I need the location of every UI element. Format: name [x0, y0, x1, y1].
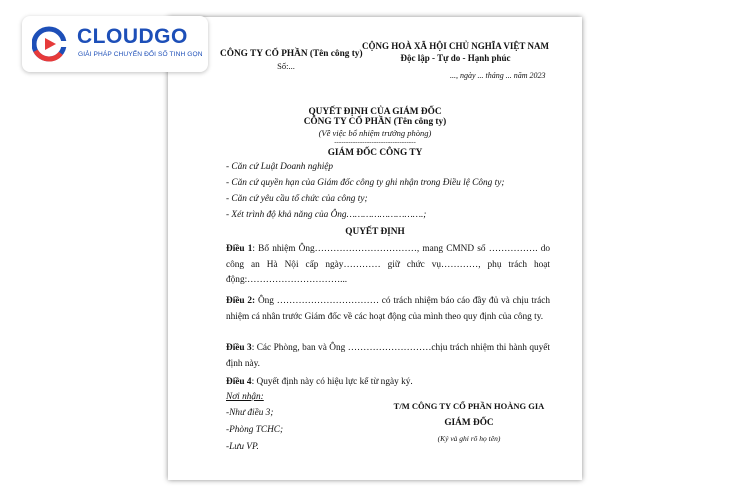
recipients-heading: Nơi nhận:	[226, 392, 264, 402]
decision-subject: (Về việc bổ nhiệm trưởng phòng)	[318, 128, 432, 138]
title-divider: -----------------------------------	[334, 138, 416, 146]
article-2-label: Điều 2:	[226, 296, 256, 306]
nation-heading: CỘNG HOÀ XÃ HỘI CHỦ NGHĨA VIỆT NAM	[362, 41, 549, 51]
article-3-text: : Các Phòng, ban và Ông ………………………chịu trách nhiệm thi hành quyết định này.	[226, 343, 551, 369]
article-4-text: : Quyết định này có hiệu lực kể từ ngày ký.	[251, 377, 413, 387]
nation-motto: Độc lập - Tự do - Hạnh phúc	[400, 53, 511, 63]
recipient-item: -Lưu VP.	[226, 442, 259, 452]
signer-organization: T/M CÔNG TY CỔ PHẦN HOÀNG GIA	[393, 401, 545, 411]
ground-item: - Căn cứ Luật Doanh nghiệp	[226, 162, 334, 172]
ground-item: - Căn cứ quyền hạn của Giám đốc công ty ghi nhận trong Điều lệ Công ty;	[226, 178, 505, 188]
document-number: Số:...	[277, 61, 295, 71]
company-name: CÔNG TY CỔ PHẦN (Tên công ty)	[220, 49, 363, 59]
authority-heading: GIÁM ĐỐC CÔNG TY	[327, 148, 423, 158]
recipient-item: -Như điều 3;	[226, 408, 274, 418]
recipient-item: -Phòng TCHC;	[226, 425, 284, 435]
article-2	[226, 294, 550, 325]
document-page	[168, 17, 582, 480]
decision-title: QUYẾT ĐỊNH CỦA GIÁM ĐỐC	[308, 107, 442, 117]
article-2-text: Ông …………………………… có trách nhiệm báo cáo đầy đủ và chịu trách nhiệm cá nhân trước Giám đốc về các hoạt động của mình theo quy định của công ty.	[226, 296, 550, 322]
brand-tagline: GIẢI PHÁP CHUYỂN ĐỔI SỐ TINH GỌN	[78, 51, 203, 58]
article-1-text: : Bổ nhiệm Ông……………………………, mang CMND số ……………. do công an Hà Nội cấp ngày………… giữ chức vụ…………, phụ trách hoạt động:…………………………...	[226, 244, 550, 285]
brand-badge	[22, 16, 208, 72]
article-1	[226, 242, 550, 289]
decision-company: CÔNG TY CỔ PHẦN (Tên công ty)	[303, 117, 447, 127]
brand-name: CLOUDGO	[77, 25, 188, 48]
article-4	[226, 375, 550, 391]
ground-item: - Căn cứ yêu cầu tổ chức của công ty;	[226, 194, 368, 204]
signer-note: (Ký và ghi rõ họ tên)	[437, 434, 501, 443]
signer-title: GIÁM ĐỐC	[444, 418, 494, 428]
article-4-label: Điều 4	[226, 377, 252, 387]
article-3	[226, 341, 550, 372]
article-3-label: Điều 3	[226, 343, 252, 353]
date-line: ..., ngày ... tháng ... năm 2023	[450, 71, 546, 80]
ground-item: - Xét trình độ khả năng của Ông……………………….;	[226, 210, 427, 220]
cloudgo-logo-icon	[32, 26, 72, 62]
article-1-label: Điều 1	[226, 244, 253, 254]
decision-heading: QUYẾT ĐỊNH	[345, 227, 405, 237]
